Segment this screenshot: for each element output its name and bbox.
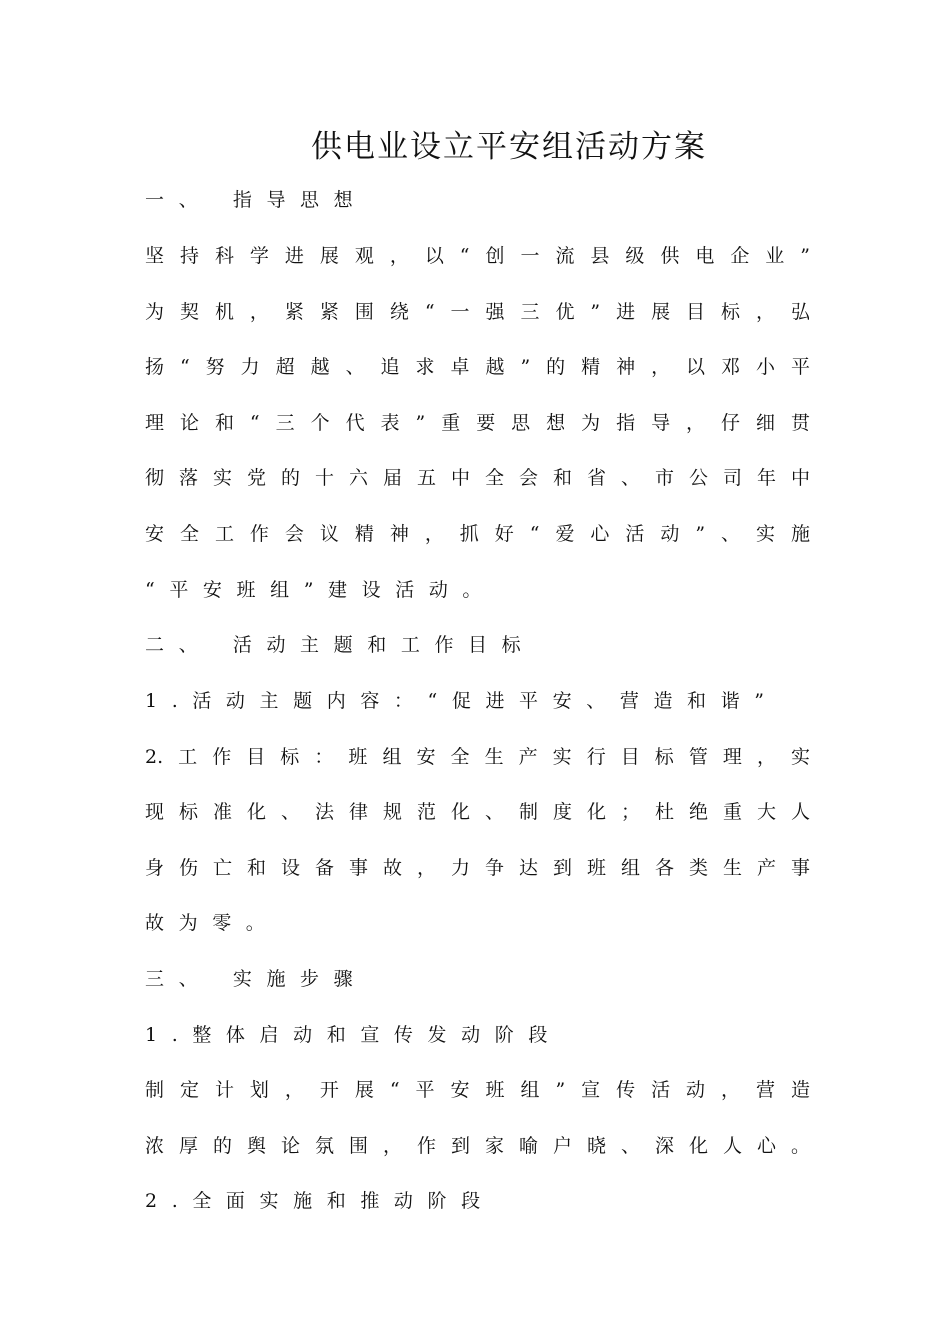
paragraph-line: 故为零。 xyxy=(145,912,280,934)
section-heading-theme-and-goals: 二、 活动主题和工作目标 xyxy=(145,634,536,656)
list-item-launch-stage: 1.整体启动和宣传发动阶段 xyxy=(145,1024,562,1046)
section-heading-implementation-steps: 三、 实施步骤 xyxy=(145,968,368,990)
paragraph-line: 为契机，紧紧围绕“一强三优”进展目标，弘 xyxy=(145,301,810,323)
paragraph-line: 制定计划，开展“平安班组”宣传活动，营造 xyxy=(145,1079,810,1101)
document-title: 供电业设立平安组活动方案 xyxy=(311,129,707,165)
list-item-implementation-stage: 2.全面实施和推动阶段 xyxy=(145,1190,495,1212)
section-heading-guiding-ideology: 一、 指导思想 xyxy=(145,189,368,211)
paragraph-line: 身伤亡和设备事故，力争达到班组各类生产事 xyxy=(145,857,810,879)
list-item-activity-theme: 1.活动主题内容：“促进平安、营造和谐” xyxy=(145,690,779,712)
paragraph-line: 浓厚的舆论氛围，作到家喻户晓、深化人心。 xyxy=(145,1135,810,1157)
list-item-work-goal: 2.工作目标：班组安全生产实行目标管理，实 xyxy=(145,746,810,768)
paragraph-line: 理论和“三个代表”重要思想为指导，仔细贯 xyxy=(145,412,810,434)
paragraph-line: “平安班组”建设活动。 xyxy=(145,579,497,601)
paragraph-line: 坚持科学进展观，以“创一流县级供电企业” xyxy=(145,245,810,267)
paragraph-line: 扬“努力超越、追求卓越”的精神，以邓小平 xyxy=(145,356,810,378)
paragraph-line: 现标准化、法律规范化、制度化；杜绝重大人 xyxy=(145,801,810,823)
paragraph-line: 安全工作会议精神，抓好“爱心活动”、实施 xyxy=(145,523,810,545)
paragraph-line: 彻落实党的十六届五中全会和省、市公司年中 xyxy=(145,467,810,489)
